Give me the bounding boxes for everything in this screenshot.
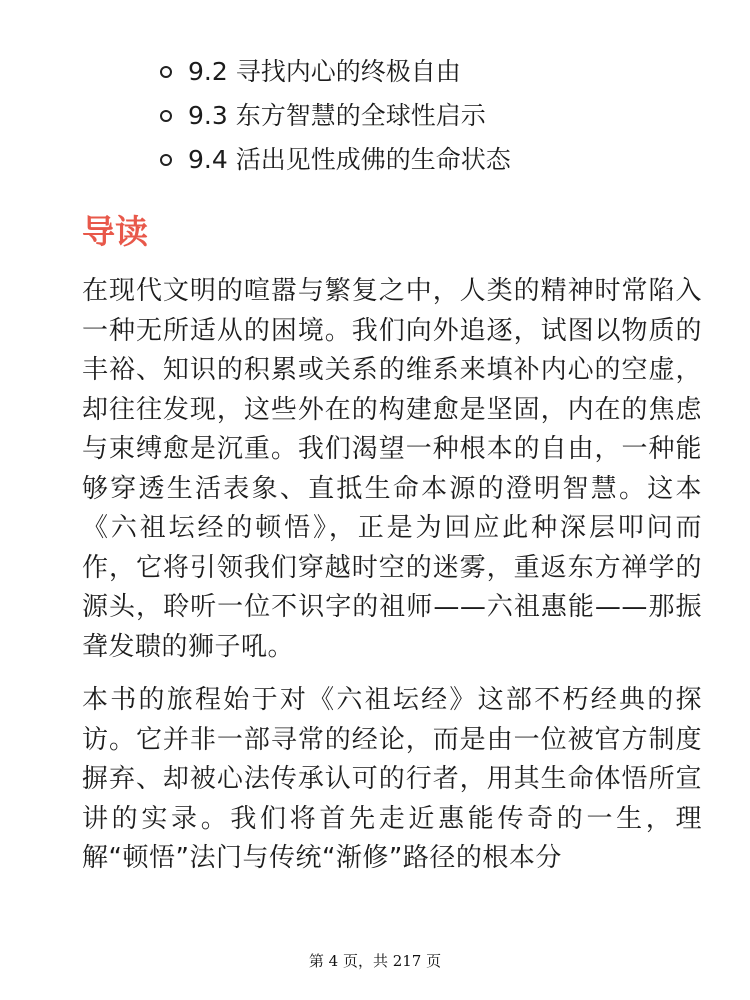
hollow-circle-bullet-icon <box>160 110 172 122</box>
body-paragraph: 在现代文明的喧嚣与繁复之中，人类的精神时常陷入一种无所适从的困境。我们向外追逐，试图以物质的丰裕、知识的积累或关系的维系来填补内心的空虚，却往往发现，这些外在的构建愈是坚固，内在的焦虑与束缚愈是沉重。我们渴望一种根本的自由，一种能够穿透生活表象、直抵生命本源的澄明智慧。这本《六祖坛经的顿悟》，正是为回应此种深层叩问而作，它将引领我们穿越时空的迷雾，重返东方禅学的源头，聆听一位不识字的祖师——六祖惠能——那振聋发聩的狮子吼。 <box>82 276 702 662</box>
body-paragraph: 本书的旅程始于对《六祖坛经》这部不朽经典的探访。它并非一部寻常的经论，而是由一位被官方制度摒弃、却被心法传承认可的行者，用其生命体悟所宣讲的实录。我们将首先走近惠能传奇的一生，理解“顿悟”法门与传统“渐修”路径的根本分 <box>82 685 702 873</box>
toc-item-label: 9.3 东方智慧的全球性启示 <box>188 101 486 130</box>
toc-item <box>160 94 511 138</box>
page-number-footer: 第 4 页，共 217 页 <box>308 952 442 970</box>
section-heading: 导读 <box>82 212 148 251</box>
toc-item <box>160 50 511 94</box>
toc-item-label: 9.2 寻找内心的终极自由 <box>188 57 461 86</box>
toc-item <box>160 138 511 182</box>
hollow-circle-bullet-icon <box>160 154 172 166</box>
table-of-contents <box>160 50 511 182</box>
toc-item-label: 9.4 活出见性成佛的生命状态 <box>188 145 511 174</box>
hollow-circle-bullet-icon <box>160 66 172 78</box>
